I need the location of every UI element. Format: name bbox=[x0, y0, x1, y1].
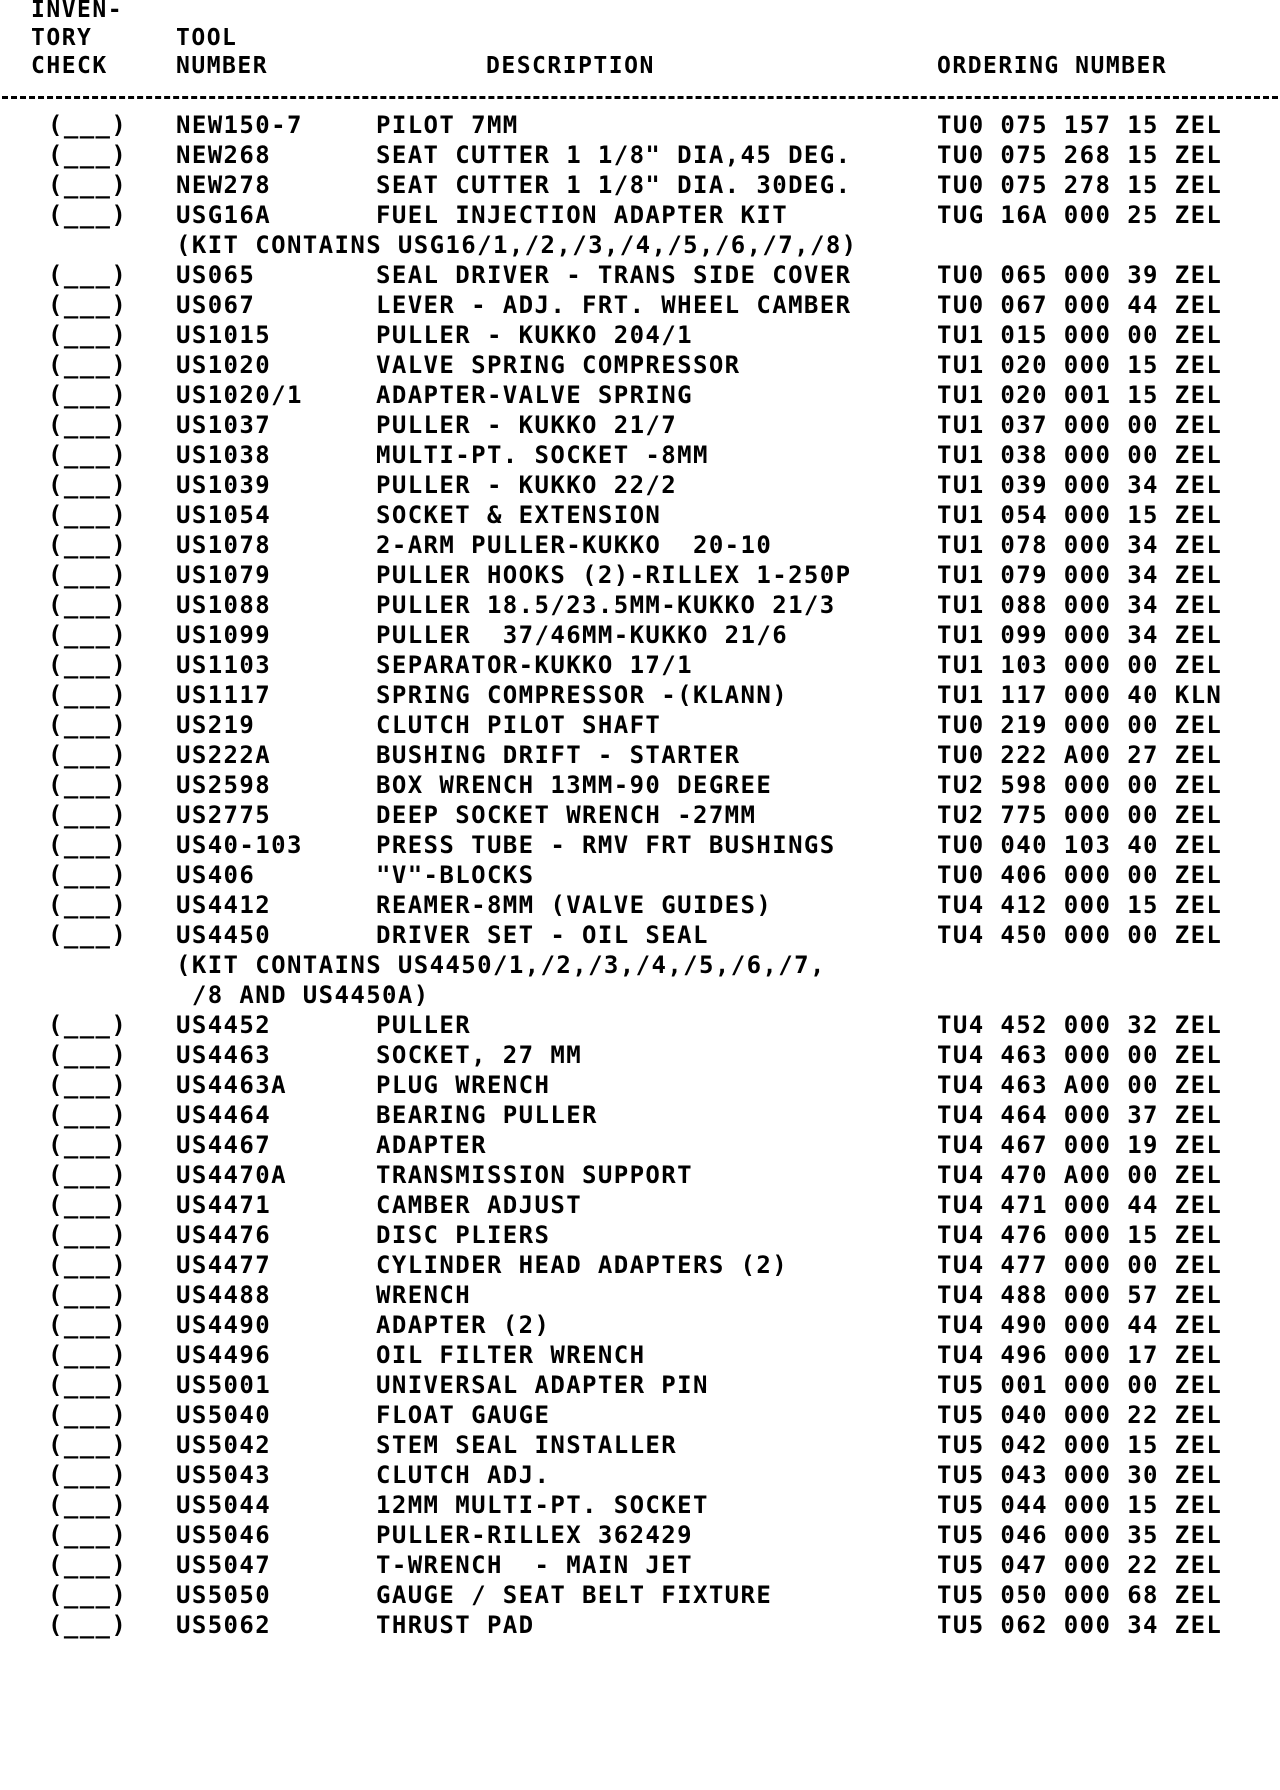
ordering-number: TU5 001 000 00 ZEL bbox=[937, 1371, 1223, 1399]
tool-description: LEVER - ADJ. FRT. WHEEL CAMBER bbox=[376, 291, 852, 319]
inventory-check-box[interactable]: (___) bbox=[48, 1521, 128, 1549]
inventory-check-box[interactable]: (___) bbox=[48, 621, 128, 649]
inventory-check-box[interactable]: (___) bbox=[48, 591, 128, 619]
tool-number: US1037 bbox=[176, 411, 272, 439]
ordering-number: TU1 037 000 00 ZEL bbox=[937, 411, 1223, 439]
inventory-check-box[interactable]: (___) bbox=[48, 111, 128, 139]
tool-number: US5047 bbox=[176, 1551, 272, 1579]
tool-description: BEARING PULLER bbox=[376, 1101, 598, 1129]
tool-number: US5042 bbox=[176, 1431, 272, 1459]
tool-number: US5046 bbox=[176, 1521, 272, 1549]
tool-row bbox=[0, 1580, 1280, 1610]
tool-description: PULLER bbox=[376, 1011, 472, 1039]
tool-row bbox=[0, 380, 1280, 410]
inventory-check-box[interactable]: (___) bbox=[48, 1191, 128, 1219]
inventory-check-box[interactable]: (___) bbox=[48, 471, 128, 499]
tool-number: US1103 bbox=[176, 651, 272, 679]
tool-description: T-WRENCH - MAIN JET bbox=[376, 1551, 693, 1579]
tool-row bbox=[0, 1250, 1280, 1280]
inventory-check-box[interactable]: (___) bbox=[48, 261, 128, 289]
ordering-number: TU1 054 000 15 ZEL bbox=[937, 501, 1223, 529]
tool-number: US5050 bbox=[176, 1581, 272, 1609]
ordering-number: TU5 046 000 35 ZEL bbox=[937, 1521, 1223, 1549]
kit-note-row bbox=[0, 950, 1280, 980]
tool-description: CLUTCH ADJ. bbox=[376, 1461, 551, 1489]
tool-number: US4463A bbox=[176, 1071, 287, 1099]
tool-description: CYLINDER HEAD ADAPTERS (2) bbox=[376, 1251, 789, 1279]
inventory-check-box[interactable]: (___) bbox=[48, 831, 128, 859]
tool-description: CLUTCH PILOT SHAFT bbox=[376, 711, 662, 739]
tool-row bbox=[0, 770, 1280, 800]
tool-description: THRUST PAD bbox=[376, 1611, 535, 1639]
tool-number: US4471 bbox=[176, 1191, 272, 1219]
tool-description: FUEL INJECTION ADAPTER KIT bbox=[376, 201, 789, 229]
ordering-number: TU1 020 001 15 ZEL bbox=[937, 381, 1223, 409]
tool-description: ADAPTER-VALVE SPRING bbox=[376, 381, 693, 409]
tool-description: DRIVER SET - OIL SEAL bbox=[376, 921, 709, 949]
tool-row bbox=[0, 350, 1280, 380]
inventory-check-box[interactable]: (___) bbox=[48, 201, 128, 229]
tool-description: FLOAT GAUGE bbox=[376, 1401, 551, 1429]
tool-number: USG16A bbox=[176, 201, 272, 229]
tool-number: US222A bbox=[176, 741, 272, 769]
tool-row bbox=[0, 1160, 1280, 1190]
tool-row bbox=[0, 860, 1280, 890]
ordering-number: TU4 463 000 00 ZEL bbox=[937, 1041, 1223, 1069]
tool-row bbox=[0, 710, 1280, 740]
tool-row bbox=[0, 470, 1280, 500]
ordering-number: TU0 219 000 00 ZEL bbox=[937, 711, 1223, 739]
inventory-check-box[interactable]: (___) bbox=[48, 1041, 128, 1069]
tool-number: US1020/1 bbox=[176, 381, 303, 409]
inventory-check-box[interactable]: (___) bbox=[48, 531, 128, 559]
tool-description: SPRING COMPRESSOR -(KLANN) bbox=[376, 681, 789, 709]
tool-number: US4488 bbox=[176, 1281, 272, 1309]
tool-number: US1117 bbox=[176, 681, 272, 709]
inventory-check-box[interactable]: (___) bbox=[48, 651, 128, 679]
ordering-number: TU1 020 000 15 ZEL bbox=[937, 351, 1223, 379]
tool-row bbox=[0, 1280, 1280, 1310]
tool-description: OIL FILTER WRENCH bbox=[376, 1341, 646, 1369]
tool-description: SEAT CUTTER 1 1/8" DIA. 30DEG. bbox=[376, 171, 852, 199]
inventory-check-box[interactable]: (___) bbox=[48, 1311, 128, 1339]
inventory-check-box[interactable]: (___) bbox=[48, 1491, 128, 1519]
ordering-number: TU1 039 000 34 ZEL bbox=[937, 471, 1223, 499]
inventory-check-box[interactable]: (___) bbox=[48, 321, 128, 349]
ordering-number: TUG 16A 000 25 ZEL bbox=[937, 201, 1223, 229]
ordering-number: TU0 075 157 15 ZEL bbox=[937, 111, 1223, 139]
tool-number: US406 bbox=[176, 861, 256, 889]
inventory-check-box[interactable]: (___) bbox=[48, 1371, 128, 1399]
ordering-number: TU0 040 103 40 ZEL bbox=[937, 831, 1223, 859]
inventory-check-box[interactable]: (___) bbox=[48, 351, 128, 379]
tool-description: PULLER 18.5/23.5MM-KUKKO 21/3 bbox=[376, 591, 836, 619]
tool-description: SOCKET & EXTENSION bbox=[376, 501, 662, 529]
tool-number: US4477 bbox=[176, 1251, 272, 1279]
ordering-number: TU4 471 000 44 ZEL bbox=[937, 1191, 1223, 1219]
tool-row bbox=[0, 1220, 1280, 1250]
tool-row bbox=[0, 140, 1280, 170]
tool-list bbox=[0, 110, 1280, 1640]
ordering-number: TU1 038 000 00 ZEL bbox=[937, 441, 1223, 469]
inventory-check-box[interactable]: (___) bbox=[48, 891, 128, 919]
ordering-number: TU0 067 000 44 ZEL bbox=[937, 291, 1223, 319]
tool-description: MULTI-PT. SOCKET -8MM bbox=[376, 441, 709, 469]
tool-description: SEAT CUTTER 1 1/8" DIA,45 DEG. bbox=[376, 141, 852, 169]
kit-contents-note: /8 AND US4450A) bbox=[176, 981, 430, 1009]
ordering-number: TU5 043 000 30 ZEL bbox=[937, 1461, 1223, 1489]
tool-description: CAMBER ADJUST bbox=[376, 1191, 583, 1219]
ordering-number: TU4 477 000 00 ZEL bbox=[937, 1251, 1223, 1279]
tool-number: US065 bbox=[176, 261, 256, 289]
tool-number: US5062 bbox=[176, 1611, 272, 1639]
ordering-number: TU1 015 000 00 ZEL bbox=[937, 321, 1223, 349]
tool-row bbox=[0, 530, 1280, 560]
tool-number: US4463 bbox=[176, 1041, 272, 1069]
tool-number: US067 bbox=[176, 291, 256, 319]
tool-row bbox=[0, 410, 1280, 440]
tool-description: GAUGE / SEAT BELT FIXTURE bbox=[376, 1581, 773, 1609]
ordering-number: TU5 050 000 68 ZEL bbox=[937, 1581, 1223, 1609]
ordering-number: TU4 463 A00 00 ZEL bbox=[937, 1071, 1223, 1099]
tool-number: US5040 bbox=[176, 1401, 272, 1429]
kit-note-row bbox=[0, 230, 1280, 260]
tool-description: PLUG WRENCH bbox=[376, 1071, 551, 1099]
ordering-number: TU1 088 000 34 ZEL bbox=[937, 591, 1223, 619]
tool-number: US1079 bbox=[176, 561, 272, 589]
header-ordering-number: ORDERING NUMBER bbox=[937, 53, 1168, 79]
tool-row bbox=[0, 830, 1280, 860]
tool-description: REAMER-8MM (VALVE GUIDES) bbox=[376, 891, 773, 919]
inventory-check-box[interactable]: (___) bbox=[48, 1401, 128, 1429]
tool-row bbox=[0, 920, 1280, 950]
inventory-check-box[interactable]: (___) bbox=[48, 1071, 128, 1099]
tool-description: VALVE SPRING COMPRESSOR bbox=[376, 351, 741, 379]
tool-number: US4470A bbox=[176, 1161, 287, 1189]
ordering-number: TU1 079 000 34 ZEL bbox=[937, 561, 1223, 589]
ordering-number: TU5 040 000 22 ZEL bbox=[937, 1401, 1223, 1429]
tool-description: ADAPTER (2) bbox=[376, 1311, 551, 1339]
tool-number: US4496 bbox=[176, 1341, 272, 1369]
tool-number: US2598 bbox=[176, 771, 272, 799]
tool-row bbox=[0, 680, 1280, 710]
ordering-number: TU0 075 278 15 ZEL bbox=[937, 171, 1223, 199]
ordering-number: TU1 103 000 00 ZEL bbox=[937, 651, 1223, 679]
tool-row bbox=[0, 320, 1280, 350]
tool-row bbox=[0, 890, 1280, 920]
tool-description: BOX WRENCH 13MM-90 DEGREE bbox=[376, 771, 773, 799]
kit-contents-note: (KIT CONTAINS US4450/1,/2,/3,/4,/5,/6,/7, bbox=[176, 951, 826, 979]
tool-row bbox=[0, 1310, 1280, 1340]
tool-description: PULLER - KUKKO 22/2 bbox=[376, 471, 678, 499]
tool-number: US1054 bbox=[176, 501, 272, 529]
ordering-number: TU1 117 000 40 KLN bbox=[937, 681, 1223, 709]
tool-row bbox=[0, 740, 1280, 770]
tool-row bbox=[0, 1070, 1280, 1100]
tool-number: US40-103 bbox=[176, 831, 303, 859]
tool-row bbox=[0, 170, 1280, 200]
tool-description: SOCKET, 27 MM bbox=[376, 1041, 583, 1069]
header-description: DESCRIPTION bbox=[486, 53, 655, 79]
tool-number: US1038 bbox=[176, 441, 272, 469]
tool-number: US4450 bbox=[176, 921, 272, 949]
inventory-check-box[interactable]: (___) bbox=[48, 1161, 128, 1189]
tool-description: SEAL DRIVER - TRANS SIDE COVER bbox=[376, 261, 852, 289]
tool-description: BUSHING DRIFT - STARTER bbox=[376, 741, 741, 769]
tool-description: WRENCH bbox=[376, 1281, 472, 1309]
tool-description: SEPARATOR-KUKKO 17/1 bbox=[376, 651, 693, 679]
tool-description: ADAPTER bbox=[376, 1131, 487, 1159]
tool-number: US1078 bbox=[176, 531, 272, 559]
ordering-number: TU4 490 000 44 ZEL bbox=[937, 1311, 1223, 1339]
kit-contents-note: (KIT CONTAINS USG16/1,/2,/3,/4,/5,/6,/7,/8) bbox=[176, 231, 858, 259]
ordering-number: TU0 222 A00 27 ZEL bbox=[937, 741, 1223, 769]
ordering-number: TU0 406 000 00 ZEL bbox=[937, 861, 1223, 889]
inventory-check-box[interactable]: (___) bbox=[48, 1251, 128, 1279]
tool-row bbox=[0, 560, 1280, 590]
ordering-number: TU5 042 000 15 ZEL bbox=[937, 1431, 1223, 1459]
tool-number: US1015 bbox=[176, 321, 272, 349]
tool-row bbox=[0, 1460, 1280, 1490]
ordering-number: TU4 412 000 15 ZEL bbox=[937, 891, 1223, 919]
tool-number: US4490 bbox=[176, 1311, 272, 1339]
tool-number: US4467 bbox=[176, 1131, 272, 1159]
tool-number: US4476 bbox=[176, 1221, 272, 1249]
ordering-number: TU5 047 000 22 ZEL bbox=[937, 1551, 1223, 1579]
tool-row bbox=[0, 110, 1280, 140]
tool-description: 2-ARM PULLER-KUKKO 20-10 bbox=[376, 531, 773, 559]
inventory-check-box[interactable]: (___) bbox=[48, 441, 128, 469]
tool-number: US1088 bbox=[176, 591, 272, 619]
tool-number: US4464 bbox=[176, 1101, 272, 1129]
header-tool-number: TOOL NUMBER bbox=[176, 25, 269, 79]
inventory-check-box[interactable]: (___) bbox=[48, 1341, 128, 1369]
inventory-check-box[interactable]: (___) bbox=[48, 141, 128, 169]
tool-description: PULLER 37/46MM-KUKKO 21/6 bbox=[376, 621, 789, 649]
inventory-check-box[interactable]: (___) bbox=[48, 1611, 128, 1639]
tool-row bbox=[0, 1010, 1280, 1040]
header-divider bbox=[2, 96, 1278, 99]
tool-description: DEEP SOCKET WRENCH -27MM bbox=[376, 801, 757, 829]
inventory-check-box[interactable]: (___) bbox=[48, 801, 128, 829]
tool-number: NEW150-7 bbox=[176, 111, 303, 139]
ordering-number: TU4 452 000 32 ZEL bbox=[937, 1011, 1223, 1039]
tool-row bbox=[0, 800, 1280, 830]
inventory-check-box[interactable]: (___) bbox=[48, 561, 128, 589]
inventory-check-box[interactable]: (___) bbox=[48, 1281, 128, 1309]
inventory-check-box[interactable]: (___) bbox=[48, 1461, 128, 1489]
ordering-number: TU4 470 A00 00 ZEL bbox=[937, 1161, 1223, 1189]
ordering-number: TU2 775 000 00 ZEL bbox=[937, 801, 1223, 829]
tool-row bbox=[0, 1130, 1280, 1160]
inventory-check-box[interactable]: (___) bbox=[48, 741, 128, 769]
ordering-number: TU4 496 000 17 ZEL bbox=[937, 1341, 1223, 1369]
tool-row bbox=[0, 500, 1280, 530]
tool-row bbox=[0, 440, 1280, 470]
ordering-number: TU4 467 000 19 ZEL bbox=[937, 1131, 1223, 1159]
inventory-check-box[interactable]: (___) bbox=[48, 1221, 128, 1249]
ordering-number: TU4 464 000 37 ZEL bbox=[937, 1101, 1223, 1129]
tool-description: PULLER-RILLEX 362429 bbox=[376, 1521, 693, 1549]
tool-description: PULLER - KUKKO 204/1 bbox=[376, 321, 693, 349]
inventory-check-box[interactable]: (___) bbox=[48, 1551, 128, 1579]
tool-description: 12MM MULTI-PT. SOCKET bbox=[376, 1491, 709, 1519]
tool-row bbox=[0, 1550, 1280, 1580]
tool-row bbox=[0, 1370, 1280, 1400]
tool-row bbox=[0, 650, 1280, 680]
tool-number: NEW278 bbox=[176, 171, 272, 199]
ordering-number: TU1 099 000 34 ZEL bbox=[937, 621, 1223, 649]
inventory-check-box[interactable]: (___) bbox=[48, 711, 128, 739]
inventory-check-box[interactable]: (___) bbox=[48, 171, 128, 199]
tool-description: PULLER HOOKS (2)-RILLEX 1-250P bbox=[376, 561, 852, 589]
ordering-number: TU4 476 000 15 ZEL bbox=[937, 1221, 1223, 1249]
tool-number: NEW268 bbox=[176, 141, 272, 169]
tool-number: US5001 bbox=[176, 1371, 272, 1399]
tool-description: PULLER - KUKKO 21/7 bbox=[376, 411, 678, 439]
tool-description: UNIVERSAL ADAPTER PIN bbox=[376, 1371, 709, 1399]
tool-row bbox=[0, 1490, 1280, 1520]
tool-description: TRANSMISSION SUPPORT bbox=[376, 1161, 693, 1189]
ordering-number: TU2 598 000 00 ZEL bbox=[937, 771, 1223, 799]
tool-number: US5043 bbox=[176, 1461, 272, 1489]
tool-row bbox=[0, 260, 1280, 290]
ordering-number: TU1 078 000 34 ZEL bbox=[937, 531, 1223, 559]
tool-row bbox=[0, 1100, 1280, 1130]
tool-description: "V"-BLOCKS bbox=[376, 861, 535, 889]
inventory-check-box[interactable]: (___) bbox=[48, 291, 128, 319]
tool-number: US4412 bbox=[176, 891, 272, 919]
tool-description: PILOT 7MM bbox=[376, 111, 519, 139]
inventory-check-box[interactable]: (___) bbox=[48, 1431, 128, 1459]
ordering-number: TU4 488 000 57 ZEL bbox=[937, 1281, 1223, 1309]
inventory-check-box[interactable]: (___) bbox=[48, 501, 128, 529]
inventory-check-box[interactable]: (___) bbox=[48, 1101, 128, 1129]
tool-number: US1099 bbox=[176, 621, 272, 649]
tool-row bbox=[0, 1040, 1280, 1070]
tool-row bbox=[0, 620, 1280, 650]
ordering-number: TU5 062 000 34 ZEL bbox=[937, 1611, 1223, 1639]
inventory-check-box[interactable]: (___) bbox=[48, 411, 128, 439]
header-inventory-check: INVEN- TORY CHECK bbox=[31, 0, 124, 79]
ordering-number: TU5 044 000 15 ZEL bbox=[937, 1491, 1223, 1519]
ordering-number: TU0 065 000 39 ZEL bbox=[937, 261, 1223, 289]
tool-row bbox=[0, 1400, 1280, 1430]
tool-row bbox=[0, 200, 1280, 230]
tool-row bbox=[0, 1610, 1280, 1640]
tool-description: DISC PLIERS bbox=[376, 1221, 551, 1249]
tool-description: PRESS TUBE - RMV FRT BUSHINGS bbox=[376, 831, 836, 859]
ordering-number: TU0 075 268 15 ZEL bbox=[937, 141, 1223, 169]
tool-number: US1020 bbox=[176, 351, 272, 379]
inventory-check-box[interactable]: (___) bbox=[48, 1581, 128, 1609]
tool-number: US2775 bbox=[176, 801, 272, 829]
tool-row bbox=[0, 1430, 1280, 1460]
tool-row bbox=[0, 590, 1280, 620]
ordering-number: TU4 450 000 00 ZEL bbox=[937, 921, 1223, 949]
tool-number: US1039 bbox=[176, 471, 272, 499]
inventory-check-box[interactable]: (___) bbox=[48, 1131, 128, 1159]
tool-row bbox=[0, 290, 1280, 320]
tool-row bbox=[0, 1190, 1280, 1220]
tool-row bbox=[0, 1520, 1280, 1550]
tool-number: US5044 bbox=[176, 1491, 272, 1519]
inventory-check-box[interactable]: (___) bbox=[48, 771, 128, 799]
inventory-check-box[interactable]: (___) bbox=[48, 861, 128, 889]
tool-row bbox=[0, 1340, 1280, 1370]
inventory-check-box[interactable]: (___) bbox=[48, 921, 128, 949]
kit-note-row bbox=[0, 980, 1280, 1010]
inventory-check-box[interactable]: (___) bbox=[48, 381, 128, 409]
tool-number: US219 bbox=[176, 711, 256, 739]
tool-description: STEM SEAL INSTALLER bbox=[376, 1431, 678, 1459]
tool-number: US4452 bbox=[176, 1011, 272, 1039]
inventory-check-box[interactable]: (___) bbox=[48, 1011, 128, 1039]
inventory-check-box[interactable]: (___) bbox=[48, 681, 128, 709]
